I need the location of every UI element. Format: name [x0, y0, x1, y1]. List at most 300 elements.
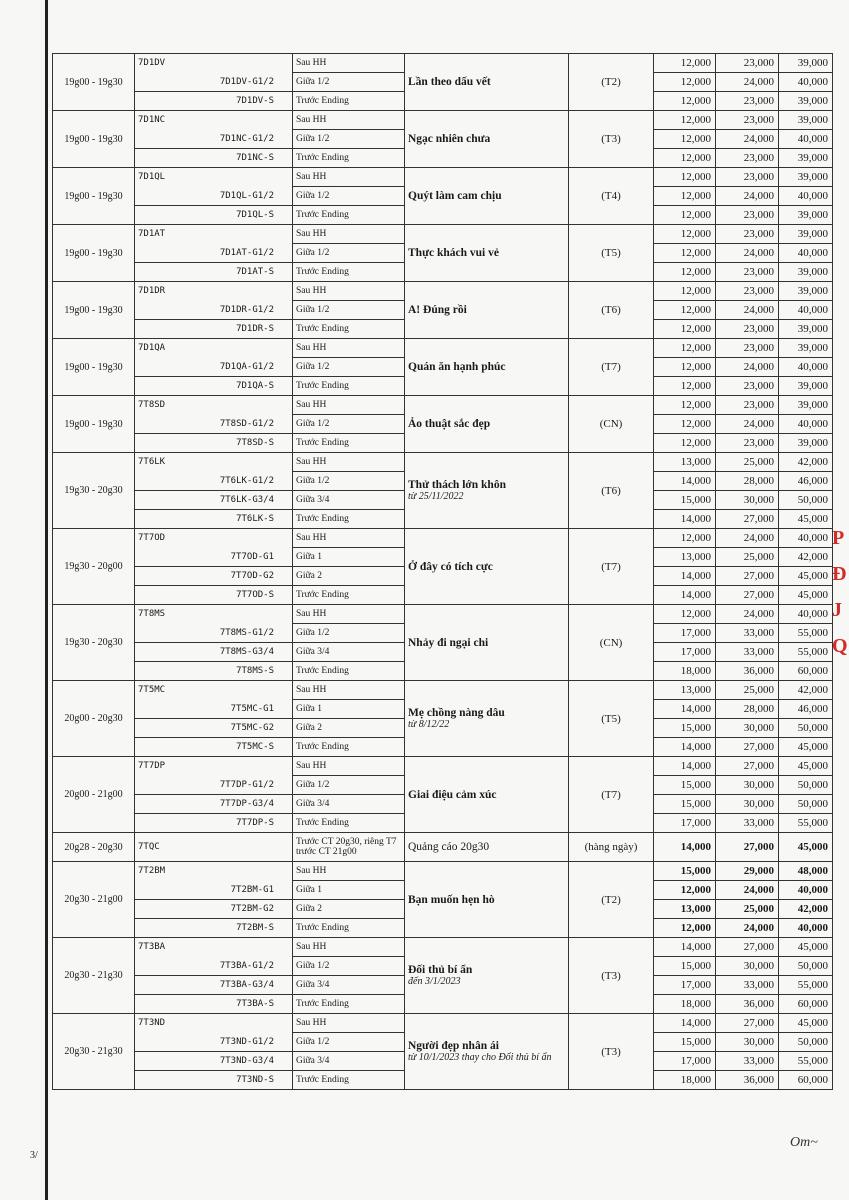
broadcast-day: (T2) — [569, 54, 654, 111]
price-cell: 39,000 — [779, 168, 833, 187]
broadcast-day: (T3) — [569, 111, 654, 168]
program-code: 7T8MS — [135, 605, 293, 624]
position-label: Sau HH — [293, 168, 405, 187]
time-slot: 19g00 - 19g30 — [53, 282, 135, 339]
time-slot: 19g00 - 19g30 — [53, 339, 135, 396]
price-cell: 14,000 — [654, 738, 716, 757]
broadcast-day: (T7) — [569, 529, 654, 605]
price-cell: 12,000 — [654, 301, 716, 320]
position-label: Sau HH — [293, 529, 405, 548]
time-slot: 19g00 - 19g30 — [53, 111, 135, 168]
position-code: 7T2BM-S — [135, 919, 293, 938]
price-cell: 40,000 — [779, 130, 833, 149]
program-note: từ 25/11/2022 — [408, 491, 464, 502]
price-cell: 45,000 — [779, 833, 833, 862]
position-label: Sau HH — [293, 453, 405, 472]
price-table — [52, 53, 833, 1090]
broadcast-day: (T6) — [569, 453, 654, 529]
price-cell: 30,000 — [716, 795, 779, 814]
price-cell: 50,000 — [779, 719, 833, 738]
program-note: từ 8/12/22 — [408, 719, 450, 730]
position-label: Giữa 3/4 — [293, 643, 405, 662]
price-cell: 18,000 — [654, 995, 716, 1014]
broadcast-day: (T2) — [569, 862, 654, 938]
price-cell: 46,000 — [779, 472, 833, 491]
broadcast-day: (T7) — [569, 339, 654, 396]
price-cell: 55,000 — [779, 643, 833, 662]
price-cell: 39,000 — [779, 320, 833, 339]
table-row — [53, 396, 833, 415]
price-cell: 27,000 — [716, 567, 779, 586]
position-code: 7T7DP-G1/2 — [135, 776, 293, 795]
page-number: 3/ — [30, 1150, 38, 1161]
position-label: Giữa 1/2 — [293, 187, 405, 206]
time-slot: 20g30 - 21g30 — [53, 938, 135, 1014]
position-label: Trước Ending — [293, 738, 405, 757]
price-cell: 40,000 — [779, 919, 833, 938]
price-cell: 24,000 — [716, 358, 779, 377]
position-code: 7T5MC-G2 — [135, 719, 293, 738]
program-name: Bạn muốn hẹn hò — [408, 893, 495, 906]
program-name: Thử thách lớn khôn — [408, 479, 506, 491]
position-code: 7T8MS-G1/2 — [135, 624, 293, 643]
program-title — [405, 529, 569, 605]
time-slot: 19g00 - 19g30 — [53, 225, 135, 282]
price-cell: 45,000 — [779, 567, 833, 586]
price-cell: 17,000 — [654, 643, 716, 662]
price-cell: 14,000 — [654, 938, 716, 957]
price-cell: 12,000 — [654, 244, 716, 263]
price-cell: 23,000 — [716, 282, 779, 301]
price-cell: 39,000 — [779, 225, 833, 244]
position-label: Trước Ending — [293, 263, 405, 282]
program-code: 7D1NC — [135, 111, 293, 130]
price-cell: 33,000 — [716, 1052, 779, 1071]
program-code: 7D1DR — [135, 282, 293, 301]
price-cell: 27,000 — [716, 738, 779, 757]
price-cell: 42,000 — [779, 548, 833, 567]
broadcast-day: (T6) — [569, 282, 654, 339]
position-label: Giữa 1/2 — [293, 301, 405, 320]
price-cell: 12,000 — [654, 605, 716, 624]
position-label: Trước Ending — [293, 814, 405, 833]
position-label: Giữa 1/2 — [293, 957, 405, 976]
program-name: Giai điệu cảm xúc — [408, 788, 497, 801]
position-label: Sau HH — [293, 938, 405, 957]
program-name: Thực khách vui vẻ — [408, 247, 499, 259]
broadcast-day: (T4) — [569, 168, 654, 225]
price-cell: 12,000 — [654, 149, 716, 168]
price-cell: 50,000 — [779, 491, 833, 510]
time-slot: 19g00 - 19g30 — [53, 54, 135, 111]
position-code: 7D1QA-S — [135, 377, 293, 396]
price-cell: 23,000 — [716, 396, 779, 415]
price-cell: 29,000 — [716, 862, 779, 881]
price-cell: 25,000 — [716, 681, 779, 700]
program-code: 7T7DP — [135, 757, 293, 776]
price-cell: 24,000 — [716, 244, 779, 263]
price-cell: 55,000 — [779, 976, 833, 995]
price-cell: 23,000 — [716, 168, 779, 187]
price-cell: 36,000 — [716, 1071, 779, 1090]
price-cell: 15,000 — [654, 957, 716, 976]
position-label: Trước Ending — [293, 510, 405, 529]
price-cell: 14,000 — [654, 700, 716, 719]
position-code: 7D1NC-S — [135, 149, 293, 168]
program-title — [405, 1014, 569, 1090]
position-code: 7T7OD-S — [135, 586, 293, 605]
program-code: 7T8SD — [135, 396, 293, 415]
position-code: 7T6LK-G1/2 — [135, 472, 293, 491]
position-code: 7T7OD-G2 — [135, 567, 293, 586]
program-title — [405, 396, 569, 453]
position-code: 7D1QL-S — [135, 206, 293, 225]
price-cell: 50,000 — [779, 1033, 833, 1052]
table-row — [53, 111, 833, 130]
table-row — [53, 168, 833, 187]
price-cell: 30,000 — [716, 776, 779, 795]
program-title — [405, 862, 569, 938]
broadcast-day: (T5) — [569, 681, 654, 757]
program-code: 7T6LK — [135, 453, 293, 472]
price-cell: 12,000 — [654, 377, 716, 396]
price-cell: 24,000 — [716, 73, 779, 92]
position-code: 7T5MC-G1 — [135, 700, 293, 719]
price-cell: 23,000 — [716, 320, 779, 339]
program-title — [405, 282, 569, 339]
price-cell: 13,000 — [654, 548, 716, 567]
price-cell: 40,000 — [779, 415, 833, 434]
table-row — [53, 225, 833, 244]
program-title: Quảng cáo 20g30 — [405, 833, 569, 862]
table-row — [53, 1014, 833, 1033]
price-cell: 15,000 — [654, 862, 716, 881]
position-label: Trước Ending — [293, 92, 405, 111]
program-code: 7T5MC — [135, 681, 293, 700]
broadcast-day: (CN) — [569, 605, 654, 681]
table-row — [53, 862, 833, 881]
price-cell: 33,000 — [716, 814, 779, 833]
price-cell: 40,000 — [779, 244, 833, 263]
price-cell: 30,000 — [716, 719, 779, 738]
price-cell: 14,000 — [654, 757, 716, 776]
price-cell: 14,000 — [654, 833, 716, 862]
price-cell: 12,000 — [654, 130, 716, 149]
price-cell: 39,000 — [779, 54, 833, 73]
position-label: Sau HH — [293, 396, 405, 415]
position-code: 7T7DP-S — [135, 814, 293, 833]
price-cell: 28,000 — [716, 700, 779, 719]
price-cell: 12,000 — [654, 206, 716, 225]
price-cell: 23,000 — [716, 225, 779, 244]
position-code: 7T3ND-S — [135, 1071, 293, 1090]
price-cell: 60,000 — [779, 662, 833, 681]
price-cell: 36,000 — [716, 995, 779, 1014]
table-row — [53, 339, 833, 358]
price-cell: 40,000 — [779, 529, 833, 548]
price-cell: 46,000 — [779, 700, 833, 719]
time-slot: 20g00 - 21g00 — [53, 757, 135, 833]
price-cell: 12,000 — [654, 415, 716, 434]
table-row — [53, 938, 833, 957]
position-label: Sau HH — [293, 54, 405, 73]
price-cell: 45,000 — [779, 738, 833, 757]
program-name: Ở đây có tích cực — [408, 560, 493, 573]
time-slot: 20g30 - 21g30 — [53, 1014, 135, 1090]
position-code: 7T3BA-G1/2 — [135, 957, 293, 976]
position-label: Sau HH — [293, 1014, 405, 1033]
price-cell: 23,000 — [716, 54, 779, 73]
position-label: Giữa 1/2 — [293, 244, 405, 263]
position-code: 7T6LK-G3/4 — [135, 491, 293, 510]
position-label: Sau HH — [293, 862, 405, 881]
position-code: 7T7DP-G3/4 — [135, 795, 293, 814]
position-label: Giữa 3/4 — [293, 795, 405, 814]
price-cell: 27,000 — [716, 757, 779, 776]
position-label: Sau HH — [293, 282, 405, 301]
position-label: Trước Ending — [293, 149, 405, 168]
price-cell: 40,000 — [779, 881, 833, 900]
price-cell: 17,000 — [654, 976, 716, 995]
position-code: 7T8MS-S — [135, 662, 293, 681]
price-cell: 12,000 — [654, 225, 716, 244]
time-slot: 19g30 - 20g30 — [53, 605, 135, 681]
position-label: Giữa 1/2 — [293, 472, 405, 491]
table-row — [53, 282, 833, 301]
price-cell: 39,000 — [779, 434, 833, 453]
position-code: 7T5MC-S — [135, 738, 293, 757]
handwritten-initials: Om~ — [790, 1135, 818, 1150]
price-cell: 55,000 — [779, 814, 833, 833]
position-code: 7T3BA-S — [135, 995, 293, 1014]
price-cell: 14,000 — [654, 472, 716, 491]
position-label: Sau HH — [293, 757, 405, 776]
position-label: Sau HH — [293, 339, 405, 358]
program-name: Lần theo dấu vết — [408, 76, 491, 88]
position-code: 7T6LK-S — [135, 510, 293, 529]
table-row — [53, 605, 833, 624]
position-code: 7T7OD-G1 — [135, 548, 293, 567]
price-cell: 39,000 — [779, 282, 833, 301]
price-cell: 15,000 — [654, 719, 716, 738]
position-label: Trước Ending — [293, 662, 405, 681]
price-cell: 17,000 — [654, 814, 716, 833]
price-cell: 17,000 — [654, 624, 716, 643]
price-cell: 27,000 — [716, 938, 779, 957]
program-code: 7T2BM — [135, 862, 293, 881]
price-cell: 12,000 — [654, 529, 716, 548]
price-cell: 18,000 — [654, 662, 716, 681]
program-name: Đối thủ bí ẩn — [408, 964, 473, 976]
position-label: Trước Ending — [293, 320, 405, 339]
price-cell: 12,000 — [654, 92, 716, 111]
position-label: Sau HH — [293, 605, 405, 624]
price-cell: 42,000 — [779, 453, 833, 472]
price-cell: 23,000 — [716, 92, 779, 111]
price-cell: 42,000 — [779, 900, 833, 919]
program-name: Mẹ chồng nàng dâu — [408, 707, 505, 719]
position-label: Giữa 2 — [293, 900, 405, 919]
program-code: 7T7OD — [135, 529, 293, 548]
price-cell: 14,000 — [654, 510, 716, 529]
price-cell: 27,000 — [716, 586, 779, 605]
price-cell: 24,000 — [716, 605, 779, 624]
program-code: 7D1AT — [135, 225, 293, 244]
table-row — [53, 833, 833, 862]
position-label: Giữa 1/2 — [293, 130, 405, 149]
price-cell: 23,000 — [716, 111, 779, 130]
position-label: Trước Ending — [293, 1071, 405, 1090]
position-label: Giữa 1 — [293, 700, 405, 719]
price-cell: 15,000 — [654, 795, 716, 814]
price-cell: 24,000 — [716, 187, 779, 206]
position-label: Trước Ending — [293, 206, 405, 225]
position-label: Giữa 1/2 — [293, 73, 405, 92]
position-label: Sau HH — [293, 111, 405, 130]
price-cell: 23,000 — [716, 339, 779, 358]
position-code: 7D1DR-S — [135, 320, 293, 339]
program-title — [405, 225, 569, 282]
program-title — [405, 54, 569, 111]
price-cell: 12,000 — [654, 320, 716, 339]
program-code: 7T3ND — [135, 1014, 293, 1033]
price-cell: 60,000 — [779, 995, 833, 1014]
program-name: Quýt làm cam chịu — [408, 190, 502, 202]
price-cell: 14,000 — [654, 1014, 716, 1033]
price-cell: 15,000 — [654, 776, 716, 795]
broadcast-day: (T3) — [569, 938, 654, 1014]
price-cell: 23,000 — [716, 377, 779, 396]
position-label: Giữa 1/2 — [293, 415, 405, 434]
price-cell: 18,000 — [654, 1071, 716, 1090]
position-label: Giữa 1/2 — [293, 1033, 405, 1052]
price-cell: 39,000 — [779, 377, 833, 396]
price-cell: 50,000 — [779, 957, 833, 976]
position-code: 7T3ND-G3/4 — [135, 1052, 293, 1071]
position-label: Trước Ending — [293, 995, 405, 1014]
price-cell: 13,000 — [654, 900, 716, 919]
price-cell: 50,000 — [779, 795, 833, 814]
program-note: đến 3/1/2023 — [408, 976, 461, 987]
red-stamp-fragment: P Đ J Q — [832, 527, 848, 657]
price-cell: 45,000 — [779, 510, 833, 529]
price-cell: 23,000 — [716, 434, 779, 453]
time-slot: 20g00 - 20g30 — [53, 681, 135, 757]
table-row — [53, 681, 833, 700]
position-label: Giữa 1/2 — [293, 358, 405, 377]
price-cell: 39,000 — [779, 92, 833, 111]
price-cell: 30,000 — [716, 491, 779, 510]
position-label: Giữa 1 — [293, 881, 405, 900]
program-code: 7T3BA — [135, 938, 293, 957]
price-cell: 39,000 — [779, 339, 833, 358]
program-name: Nhảy đi ngại chi — [408, 636, 489, 649]
table-row — [53, 529, 833, 548]
price-cell: 12,000 — [654, 168, 716, 187]
table-row — [53, 453, 833, 472]
program-title — [405, 339, 569, 396]
price-cell: 12,000 — [654, 881, 716, 900]
page-margin-rule — [45, 0, 48, 1200]
time-slot: 20g28 - 20g30 — [53, 833, 135, 862]
program-title — [405, 605, 569, 681]
price-cell: 50,000 — [779, 776, 833, 795]
price-cell: 45,000 — [779, 938, 833, 957]
price-cell: 40,000 — [779, 605, 833, 624]
position-label: Sau HH — [293, 225, 405, 244]
price-cell: 55,000 — [779, 1052, 833, 1071]
position-code: 7T3BA-G3/4 — [135, 976, 293, 995]
price-cell: 60,000 — [779, 1071, 833, 1090]
broadcast-day: (T3) — [569, 1014, 654, 1090]
price-cell: 12,000 — [654, 434, 716, 453]
price-cell: 12,000 — [654, 111, 716, 130]
position-code: 7D1AT-S — [135, 263, 293, 282]
time-slot: 19g00 - 19g30 — [53, 168, 135, 225]
price-cell: 39,000 — [779, 396, 833, 415]
price-cell: 12,000 — [654, 263, 716, 282]
price-cell: 12,000 — [654, 339, 716, 358]
price-cell: 39,000 — [779, 263, 833, 282]
program-code: 7D1QA — [135, 339, 293, 358]
price-cell: 39,000 — [779, 149, 833, 168]
price-cell: 40,000 — [779, 187, 833, 206]
price-cell: 15,000 — [654, 1033, 716, 1052]
price-cell: 12,000 — [654, 187, 716, 206]
broadcast-day: (hàng ngày) — [569, 833, 654, 862]
position-label: Trước Ending — [293, 434, 405, 453]
price-cell: 42,000 — [779, 681, 833, 700]
position-label: Sau HH — [293, 681, 405, 700]
position-label: Trước CT 20g30, riêng T7 trước CT 21g00 — [293, 833, 405, 862]
price-cell: 45,000 — [779, 757, 833, 776]
price-cell: 30,000 — [716, 957, 779, 976]
program-code: 7TQC — [135, 833, 293, 862]
price-cell: 23,000 — [716, 149, 779, 168]
program-title — [405, 168, 569, 225]
broadcast-day: (T5) — [569, 225, 654, 282]
program-code: 7D1QL — [135, 168, 293, 187]
program-name: Người đẹp nhân ái — [408, 1040, 499, 1052]
price-cell: 27,000 — [716, 1014, 779, 1033]
position-label: Giữa 1 — [293, 548, 405, 567]
time-slot: 19g00 - 19g30 — [53, 396, 135, 453]
price-cell: 12,000 — [654, 54, 716, 73]
price-cell: 27,000 — [716, 510, 779, 529]
price-cell: 40,000 — [779, 358, 833, 377]
position-code: 7T2BM-G1 — [135, 881, 293, 900]
price-cell: 15,000 — [654, 491, 716, 510]
price-cell: 24,000 — [716, 130, 779, 149]
price-cell: 14,000 — [654, 586, 716, 605]
program-name: Quán ăn hạnh phúc — [408, 361, 506, 373]
price-cell: 48,000 — [779, 862, 833, 881]
position-code: 7D1NC-G1/2 — [135, 130, 293, 149]
program-name: Ảo thuật sắc đẹp — [408, 418, 491, 430]
program-title — [405, 757, 569, 833]
price-cell: 39,000 — [779, 206, 833, 225]
price-cell: 24,000 — [716, 919, 779, 938]
program-code: 7D1DV — [135, 54, 293, 73]
price-cell: 12,000 — [654, 282, 716, 301]
price-cell: 33,000 — [716, 976, 779, 995]
position-code: 7D1QA-G1/2 — [135, 358, 293, 377]
price-cell: 33,000 — [716, 643, 779, 662]
price-cell: 13,000 — [654, 453, 716, 472]
price-cell: 39,000 — [779, 111, 833, 130]
price-table-body — [53, 54, 833, 1090]
price-cell: 45,000 — [779, 1014, 833, 1033]
